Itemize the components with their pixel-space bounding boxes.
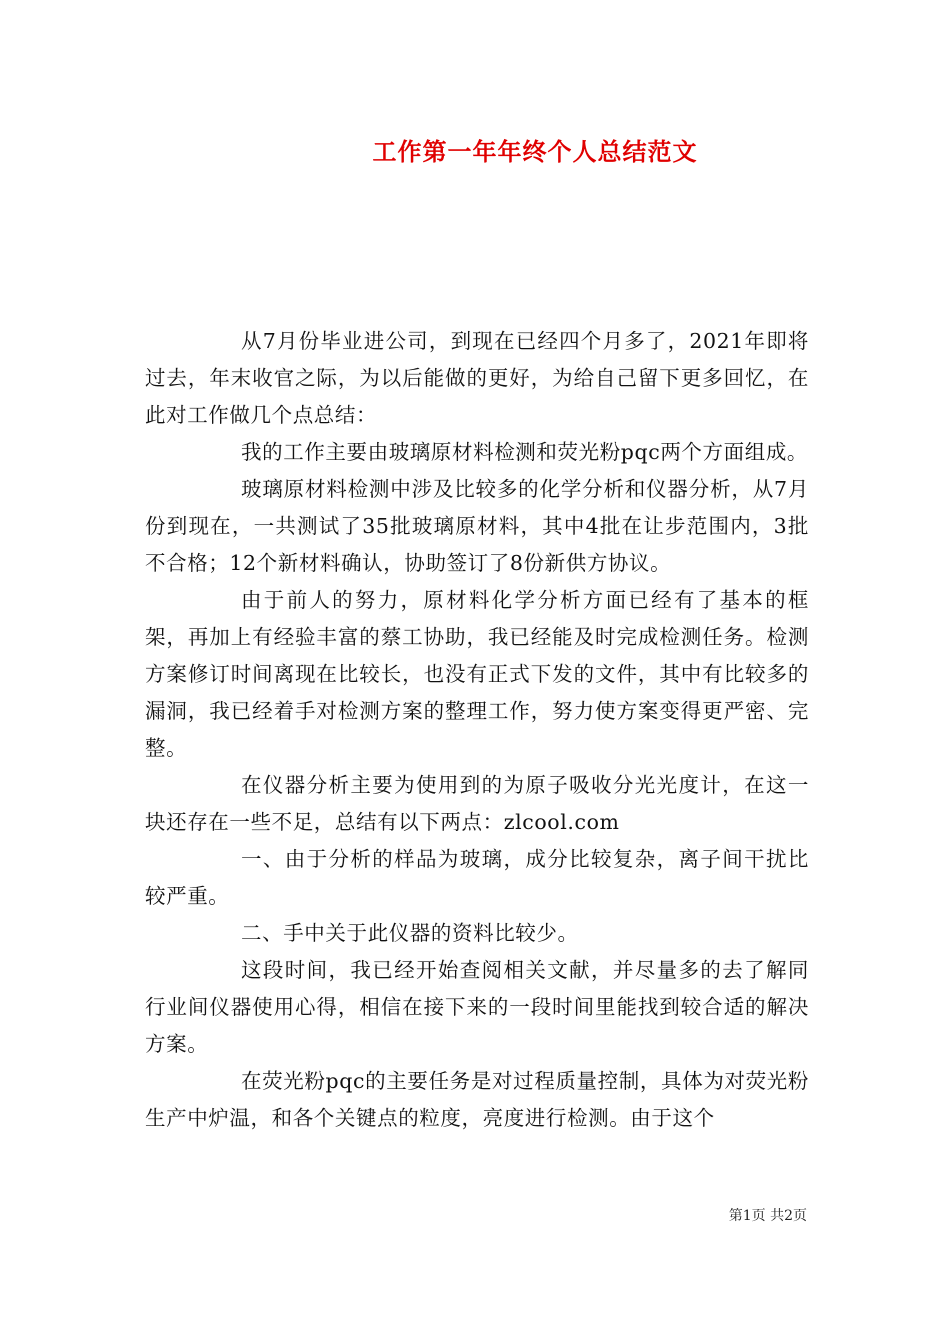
- paragraph-5: 在仪器分析主要为使用到的为原子吸收分光光度计，在这一块还存在一些不足，总结有以下两点：zlcool.com: [145, 773, 809, 834]
- paragraph-9: 在荧光粉pqc的主要任务是对过程质量控制，具体为对荧光粉生产中炉温，和各个关键点的粒度，亮度进行检测。由于这个: [145, 1069, 809, 1130]
- paragraph-4: 由于前人的努力，原材料化学分析方面已经有了基本的框架，再加上有经验丰富的蔡工协助，我已经能及时完成检测任务。检测方案修订时间离现在比较长，也没有正式下发的文件，其中有比较多的漏洞，我已经着手对检测方案的整理工作，努力使方案变得更严密、完整。: [145, 588, 809, 760]
- paragraph-2: 我的工作主要由玻璃原材料检测和荧光粉pqc两个方面组成。: [241, 440, 809, 464]
- paragraph-3: 玻璃原材料检测中涉及比较多的化学分析和仪器分析，从7月份到现在，一共测试了35批玻璃原材料，其中4批在让步范围内，3批不合格；12个新材料确认，协助签订了8份新供方协议。: [145, 477, 809, 575]
- paragraph-8: 这段时间，我已经开始查阅相关文献，并尽量多的去了解同行业间仪器使用心得，相信在接下来的一段时间里能找到较合适的解决方案。: [145, 958, 809, 1056]
- paragraph-6: 一、由于分析的样品为玻璃，成分比较复杂，离子间干扰比较严重。: [145, 847, 809, 908]
- document-body: [145, 323, 809, 1137]
- paragraph-1: 从7月份毕业进公司，到现在已经四个月多了，2021年即将过去，年末收官之际，为以后能做的更好，为给自己留下更多回忆，在此对工作做几个点总结：: [145, 329, 809, 427]
- document-title: 工作第一年年终个人总结范文: [372, 137, 698, 166]
- paragraph-7: 二、手中关于此仪器的资料比较少。: [241, 921, 579, 945]
- page-number-footer: 第1页 共2页: [728, 1208, 807, 1224]
